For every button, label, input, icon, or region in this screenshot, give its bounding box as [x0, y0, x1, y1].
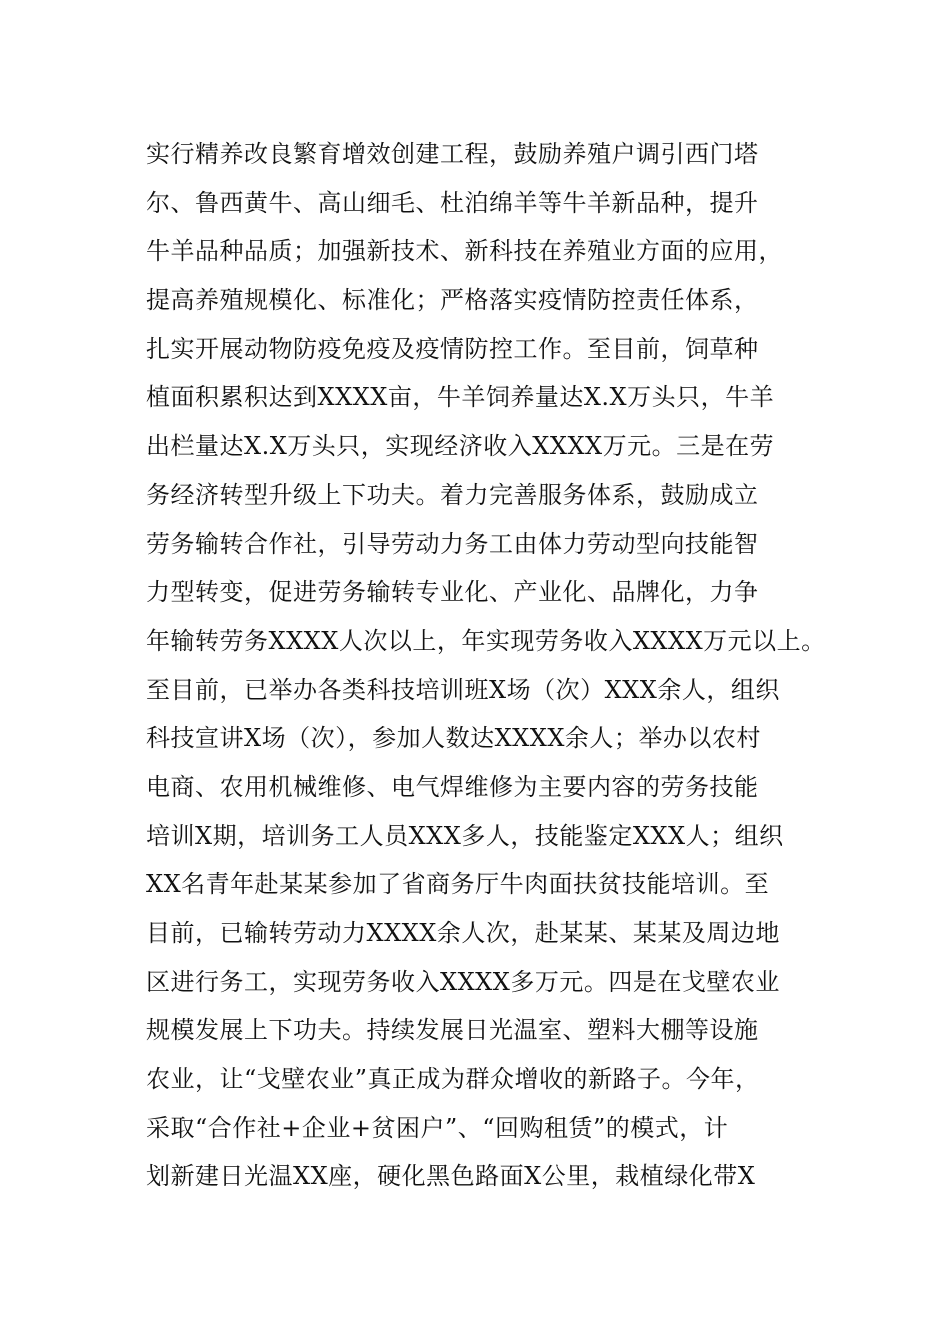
text-line: 划新建日光温XX座，硬化黑色路面X公里，栽植绿化带X — [146, 1162, 756, 1191]
text-line: 尔、鲁西黄牛、高山细毛、杜泊绵羊等牛羊新品种，提升 — [146, 188, 759, 217]
text-line: 规模发展上下功夫。持续发展日光温室、塑料大棚等设施 — [146, 1016, 759, 1045]
text-line: 提高养殖规模化、标准化；严格落实疫情防控责任体系， — [146, 286, 759, 315]
text-line: 电商、农用机械维修、电气焊维修为主要内容的劳务技能 — [146, 772, 759, 801]
text-line: 力型转变，促进劳务输转专业化、产业化、品牌化，力争 — [146, 578, 759, 607]
text-line: 科技宣讲X场（次），参加人数达XXXX余人；举办以农村 — [146, 724, 761, 753]
text-line: 扎实开展动物防疫免疫及疫情防控工作。至目前，饲草种 — [146, 334, 759, 363]
text-line: 区进行务工，实现劳务收入XXXX多万元。四是在戈壁农业 — [146, 967, 780, 996]
text-line: 牛羊品种品质；加强新技术、新科技在养殖业方面的应用， — [146, 237, 783, 266]
text-line: 目前，已输转劳动力XXXX余人次，赴某某、某某及周边地 — [146, 919, 780, 947]
text-line: 植面积累积达到XXXX亩，牛羊饲养量达X.X万头只，牛羊 — [146, 383, 775, 412]
text-line: 至目前，已举办各类科技培训班X场（次）XXX余人，组织 — [146, 675, 780, 704]
text-line: 实行精养改良繁育增效创建工程，鼓励养殖户调引西门塔 — [146, 140, 759, 168]
text-line: XX名青年赴某某参加了省商务厅牛肉面扶贫技能培训。至 — [146, 870, 770, 899]
text-line: 务经济转型升级上下功夫。着力完善服务体系，鼓励成立 — [146, 480, 759, 509]
text-line: 农业，让“戈壁农业”真正成为群众增收的新路子。今年， — [146, 1065, 760, 1094]
text-line: 年输转劳务XXXX人次以上，年实现劳务收入XXXX万元以上。 — [146, 626, 826, 655]
text-line: 采取“合作社+企业+贫困户”、“回购租赁”的模式，计 — [146, 1113, 729, 1142]
text-line: 劳务输转合作社，引导劳动力务工由体力劳动型向技能智 — [146, 529, 759, 558]
text-line: 出栏量达X.X万头只，实现经济收入XXXX万元。三是在劳 — [146, 432, 775, 461]
text-line: 培训X期，培训务工人员XXX多人，技能鉴定XXX人；组织 — [146, 821, 784, 850]
body-text — [146, 130, 836, 1201]
